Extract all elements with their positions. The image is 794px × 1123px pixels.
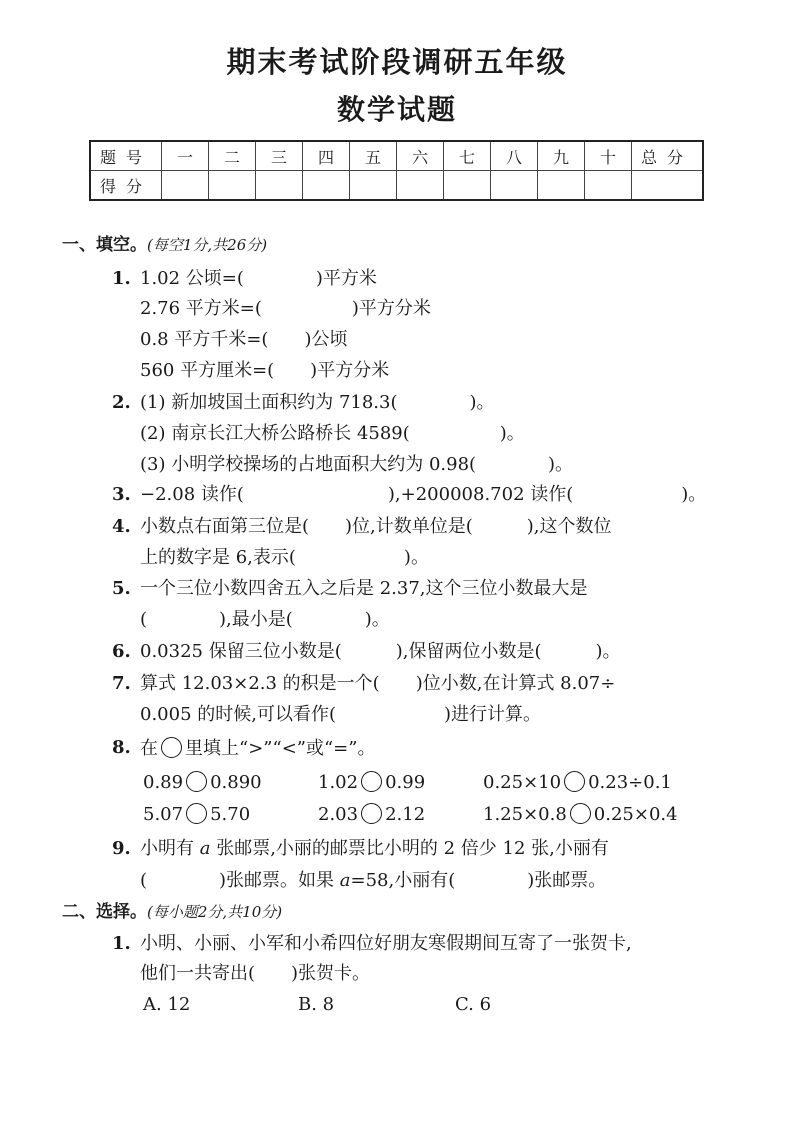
compare-circle-icon[interactable] [361, 803, 382, 824]
q4-line2: 上的数字是 6,表示( )。 [140, 547, 429, 568]
score-cell[interactable] [256, 171, 303, 201]
score-table-row-label: 题号 [90, 141, 162, 171]
q6-line1: 0.0325 保留三位小数是( ),保留两位小数是( )。 [140, 641, 621, 662]
compare-circle-icon[interactable] [186, 771, 207, 792]
score-table-header-row [90, 141, 703, 171]
q8-pair-left: 0.25×10 [483, 772, 562, 793]
score-table-col: 九 [538, 141, 585, 171]
score-cell[interactable] [491, 171, 538, 201]
score-cell[interactable] [538, 171, 585, 201]
q8-number: 8. [112, 737, 131, 758]
q8-pair-left: 0.89 [143, 772, 184, 793]
option-b[interactable]: B. 8 [298, 994, 335, 1015]
q1-line4: 560 平方厘米=( )平方分米 [140, 360, 390, 381]
section2-note: (每小题2分,共10分) [147, 903, 283, 921]
circle-icon [161, 737, 182, 758]
score-cell-total[interactable] [632, 171, 704, 201]
q5-line2: ( ),最小是( )。 [140, 609, 390, 630]
section1-heading [62, 234, 267, 256]
score-table [89, 140, 704, 201]
q9-line2 [140, 870, 606, 892]
q6-number: 6. [112, 641, 131, 662]
score-cell[interactable] [444, 171, 491, 201]
compare-circle-icon[interactable] [570, 803, 591, 824]
compare-circle-icon[interactable] [361, 771, 382, 792]
score-cell[interactable] [397, 171, 444, 201]
q3-number: 3. [112, 484, 131, 505]
exam-subtitle: 数学试题 [336, 93, 457, 126]
q5-number: 5. [112, 578, 131, 599]
compare-circle-icon[interactable] [564, 771, 585, 792]
score-cell[interactable] [162, 171, 209, 201]
q8-pair-right: 0.25×0.4 [593, 804, 678, 825]
score-cell[interactable] [303, 171, 350, 201]
q2-number: 2. [112, 392, 131, 413]
option-c[interactable]: C. 6 [455, 994, 492, 1015]
q9-number: 9. [112, 838, 131, 859]
score-table-col: 八 [491, 141, 538, 171]
score-table-col: 四 [303, 141, 350, 171]
q9-variable: a [339, 870, 351, 891]
s2-q1-line1: 小明、小丽、小军和小希四位好朋友寒假期间互寄了一张贺卡, [140, 933, 632, 954]
score-cell[interactable] [585, 171, 632, 201]
q9-text: ( )张邮票。如果 [140, 870, 340, 891]
score-table-col: 六 [397, 141, 444, 171]
s2-q1-number: 1. [112, 933, 131, 954]
q9-line1 [140, 838, 609, 860]
q1-line2: 2.76 平方米=( )平方分米 [140, 298, 431, 319]
score-table-col: 三 [256, 141, 303, 171]
q9-variable: a [199, 838, 211, 859]
q8-pair [143, 771, 262, 794]
s2-q1-line2: 他们一共寄出( )张贺卡。 [140, 963, 371, 984]
q2-line1: (1) 新加坡国土面积约为 718.3( )。 [140, 392, 495, 413]
score-table-col: 二 [209, 141, 256, 171]
q8-pair [483, 771, 672, 794]
q2-line2: (2) 南京长江大桥公路桥长 4589( )。 [140, 423, 525, 444]
score-cell[interactable] [350, 171, 397, 201]
q9-text: 张邮票,小丽的邮票比小明的 2 倍少 12 张,小丽有 [210, 838, 609, 859]
score-table-total: 总分 [632, 141, 704, 171]
score-table-row-label: 得分 [90, 171, 162, 201]
q8-pair [143, 803, 250, 826]
q7-line1: 算式 12.03×2.3 的积是一个( )位小数,在计算式 8.07÷ [140, 673, 616, 694]
q1-line1: 1.02 公顷=( )平方米 [140, 268, 377, 289]
q1-number: 1. [112, 268, 131, 289]
q8-pair-left: 1.02 [318, 772, 359, 793]
q8-pair [483, 803, 678, 826]
q5-line1: 一个三位小数四舍五入之后是 2.37,这个三位小数最大是 [140, 578, 588, 599]
score-cell[interactable] [209, 171, 256, 201]
score-table-col: 十 [585, 141, 632, 171]
q8-pair [318, 771, 425, 794]
q8-pair-right: 5.70 [210, 804, 251, 825]
section1-note: (每空1分,共26分) [147, 236, 268, 254]
score-table-score-row [90, 171, 703, 201]
q8-pair-right: 0.99 [385, 772, 426, 793]
q8-pair [318, 803, 425, 826]
q8-pair-left: 2.03 [318, 804, 359, 825]
option-a[interactable]: A. 12 [143, 994, 191, 1015]
q8-instruction [140, 737, 375, 760]
q8-pair-right: 0.890 [210, 772, 262, 793]
q2-line3: (3) 小明学校操场的占地面积大约为 0.98( )。 [140, 454, 574, 475]
q9-text: 小明有 [140, 838, 200, 859]
q3-line1: −2.08 读作( ),+200008.702 读作( )。 [140, 484, 707, 505]
score-table-col: 七 [444, 141, 491, 171]
compare-circle-icon[interactable] [186, 803, 207, 824]
section1-title: 一、填空。 [62, 235, 147, 255]
q7-number: 7. [112, 673, 131, 694]
score-table-col: 五 [350, 141, 397, 171]
q4-number: 4. [112, 516, 131, 537]
score-table-col: 一 [162, 141, 209, 171]
q8-pair-right: 0.23÷0.1 [588, 772, 672, 793]
q4-line1: 小数点右面第三位是( )位,计数单位是( ),这个数位 [140, 516, 612, 537]
q8-pre: 在 [140, 738, 158, 759]
q7-line2: 0.005 的时候,可以看作( )进行计算。 [140, 704, 542, 725]
q8-pair-left: 5.07 [143, 804, 184, 825]
q8-pair-right: 2.12 [385, 804, 426, 825]
exam-title: 期末考试阶段调研五年级 [226, 45, 568, 79]
section2-title: 二、选择。 [62, 902, 147, 922]
q8-pair-left: 1.25×0.8 [483, 804, 567, 825]
q9-text: =58,小丽有( )张邮票。 [350, 870, 607, 891]
q8-post: 里填上“>”“<”或“=”。 [185, 738, 376, 759]
section2-heading [62, 901, 282, 923]
q1-line3: 0.8 平方千米=( )公顷 [140, 329, 348, 350]
